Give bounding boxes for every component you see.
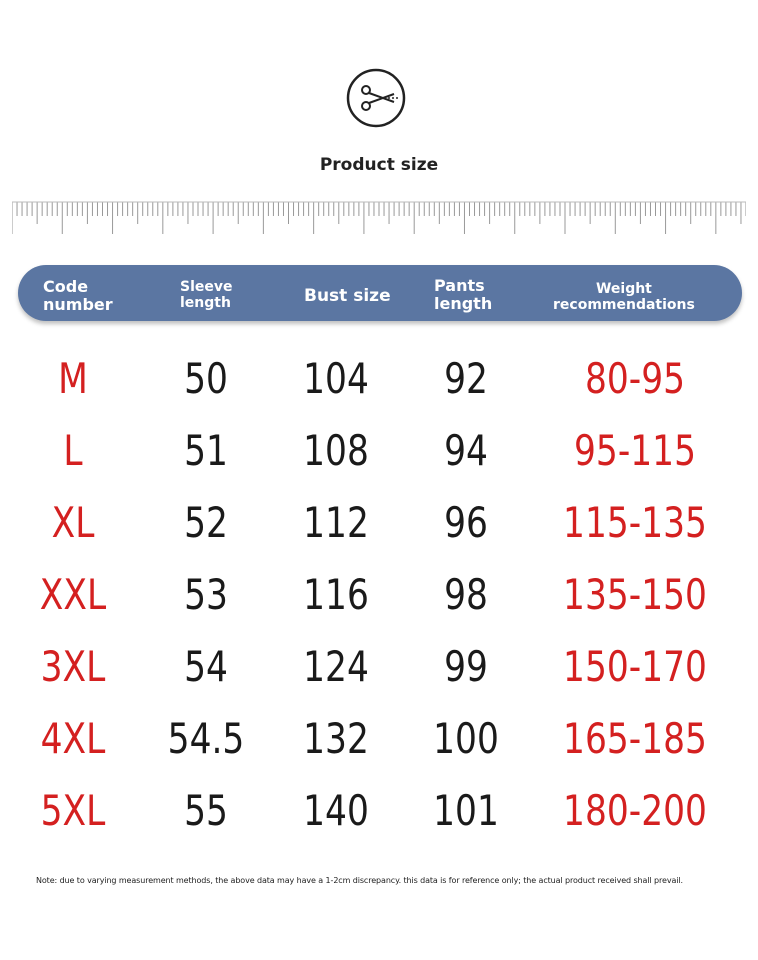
- header-bust: Bust size: [304, 286, 391, 306]
- weight-value: 165-185: [563, 714, 707, 763]
- disclaimer-note: Note: due to varying measurement methods, the above data may have a 1-2cm discrepancy. this data is for reference only; the actual product received shall prevail.: [36, 876, 683, 885]
- size-code: 5XL: [40, 786, 106, 835]
- table-row: [0, 775, 758, 847]
- bust-value: 104: [303, 354, 369, 403]
- pants-value: 94: [444, 426, 488, 475]
- table-header: [18, 265, 742, 321]
- size-code: L: [63, 426, 83, 475]
- size-code: XXL: [39, 570, 107, 619]
- sleeve-value: 52: [184, 498, 228, 547]
- size-code: XL: [51, 498, 95, 547]
- table-row: [0, 343, 758, 415]
- pants-value: 92: [444, 354, 488, 403]
- table-row: [0, 703, 758, 775]
- header-code: Code number: [43, 277, 113, 314]
- weight-value: 150-170: [563, 642, 707, 691]
- sleeve-value: 54: [184, 642, 228, 691]
- bust-value: 132: [303, 714, 369, 763]
- header-pants: Pants length: [434, 276, 493, 313]
- bust-value: 124: [303, 642, 369, 691]
- page-title: Product size: [319, 155, 439, 175]
- ruler-icon: [12, 198, 746, 234]
- bust-value: 116: [303, 570, 369, 619]
- sleeve-value: 50: [184, 354, 228, 403]
- sleeve-value: 51: [184, 426, 228, 475]
- size-code: 3XL: [40, 642, 106, 691]
- table-row: [0, 415, 758, 487]
- weight-value: 80-95: [584, 354, 686, 403]
- table-row: [0, 487, 758, 559]
- pants-value: 100: [433, 714, 499, 763]
- weight-value: 135-150: [563, 570, 707, 619]
- sleeve-value: 53: [184, 570, 228, 619]
- table-row: [0, 631, 758, 703]
- bust-value: 140: [303, 786, 369, 835]
- size-code: M: [58, 354, 88, 403]
- sleeve-value: 55: [184, 786, 228, 835]
- bust-value: 112: [303, 498, 369, 547]
- pants-value: 101: [433, 786, 499, 835]
- header-sleeve: Sleeve length: [180, 279, 233, 311]
- header-weight: Weight recommendations: [553, 281, 695, 313]
- pants-value: 99: [444, 642, 488, 691]
- table-row: [0, 559, 758, 631]
- size-code: 4XL: [40, 714, 106, 763]
- weight-value: 95-115: [573, 426, 696, 475]
- weight-value: 115-135: [563, 498, 707, 547]
- bust-value: 108: [303, 426, 369, 475]
- weight-value: 180-200: [563, 786, 707, 835]
- pants-value: 96: [444, 498, 488, 547]
- pants-value: 98: [444, 570, 488, 619]
- scissors-icon: [346, 68, 406, 128]
- sleeve-value: 54.5: [167, 714, 245, 763]
